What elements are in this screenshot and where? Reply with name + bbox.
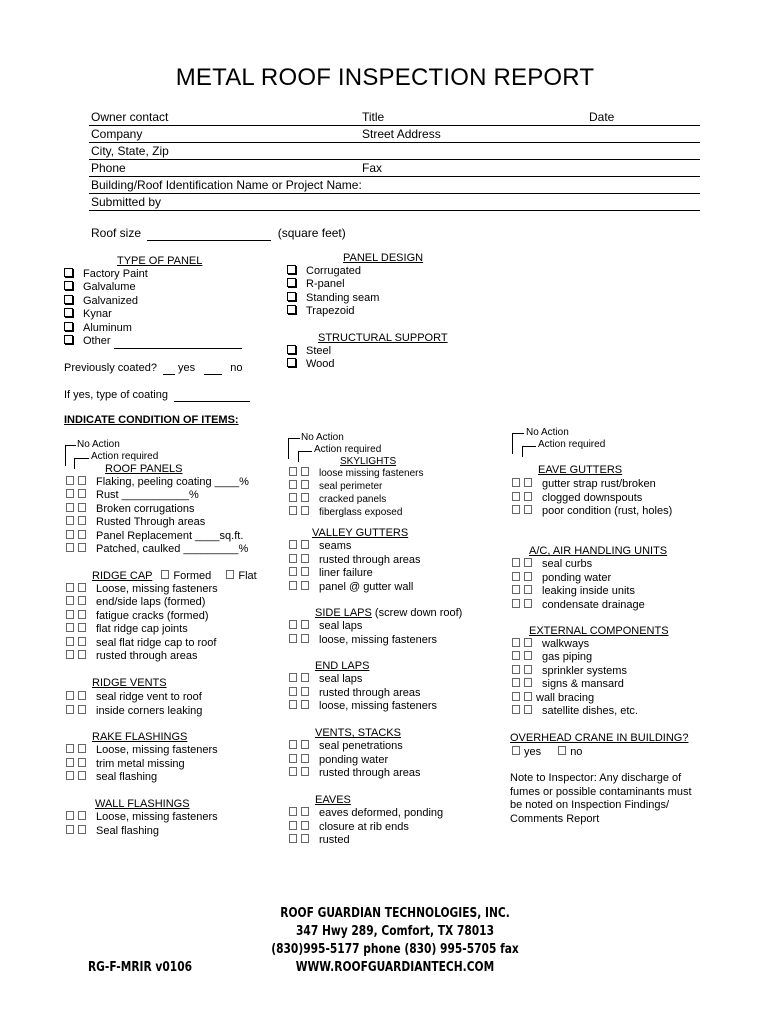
yes-blank[interactable] xyxy=(163,362,175,375)
footer-phone: (830)995-5177 phone (830) 995-5705 fax xyxy=(271,942,519,957)
roof-panels-heading: ROOF PANELS xyxy=(105,463,183,475)
list-item[interactable]: Standing seam xyxy=(287,292,379,305)
legend-no-action: No Action xyxy=(526,427,569,438)
panel-design-list xyxy=(287,265,379,319)
submitted-line[interactable] xyxy=(89,210,700,211)
checkbox[interactable] xyxy=(287,292,296,301)
checkbox[interactable] xyxy=(289,581,297,590)
roof-size-label: Roof size xyxy=(91,226,142,240)
list-item[interactable]: end/side laps (formed) xyxy=(66,596,218,609)
previously-coated xyxy=(64,362,242,375)
page-title: METAL ROOF INSPECTION REPORT xyxy=(175,64,595,91)
list-item[interactable]: Galvanized xyxy=(64,295,242,308)
checkbox[interactable] xyxy=(289,620,297,629)
checkbox[interactable] xyxy=(512,558,520,567)
legend-no-action: No Action xyxy=(77,439,120,450)
checkbox[interactable] xyxy=(289,687,297,696)
checkbox[interactable] xyxy=(64,268,73,277)
indicate-condition-heading: INDICATE CONDITION OF ITEMS: xyxy=(64,414,239,426)
no-blank[interactable] xyxy=(204,362,222,375)
list-item[interactable]: Other xyxy=(64,335,242,349)
checkbox[interactable] xyxy=(558,746,566,755)
checkbox[interactable] xyxy=(289,567,297,576)
checkbox[interactable] xyxy=(78,623,86,632)
city-state-zip-label: City, State, Zip xyxy=(91,144,169,158)
checkbox[interactable] xyxy=(66,825,74,834)
checkbox[interactable] xyxy=(512,692,520,701)
list-item[interactable]: closure at rib ends xyxy=(289,821,443,835)
list-item[interactable]: inside corners leaking xyxy=(66,704,202,718)
side-laps-note: (screw down roof) xyxy=(374,607,463,619)
checkbox[interactable] xyxy=(524,705,532,714)
checkbox[interactable] xyxy=(66,476,74,485)
checkbox[interactable] xyxy=(289,821,297,830)
checkbox[interactable] xyxy=(512,665,520,674)
list-item[interactable]: loose missing fasteners xyxy=(289,467,424,480)
ridge-vents-list xyxy=(66,690,202,718)
checkbox[interactable] xyxy=(287,358,296,367)
checkbox[interactable] xyxy=(301,634,309,643)
checkbox[interactable] xyxy=(64,281,73,290)
list-item[interactable]: leaking inside units xyxy=(512,585,645,599)
checkbox[interactable] xyxy=(524,505,532,514)
list-item[interactable]: loose, missing fasteners xyxy=(289,634,437,648)
checkbox[interactable] xyxy=(66,516,74,525)
checkbox[interactable] xyxy=(512,678,520,687)
external-components-heading: EXTERNAL COMPONENTS xyxy=(529,625,669,637)
eaves-heading: EAVES xyxy=(315,794,351,806)
list-item[interactable]: R-panel xyxy=(287,278,379,291)
checkbox[interactable] xyxy=(512,746,520,755)
checkbox[interactable] xyxy=(289,506,297,515)
checkbox[interactable] xyxy=(161,570,169,579)
company-label: Company xyxy=(91,127,143,141)
checkbox[interactable] xyxy=(64,322,73,331)
skylights-list xyxy=(289,467,424,519)
roof-size-unit: (square feet) xyxy=(277,226,346,240)
checkbox[interactable] xyxy=(289,467,297,476)
checkbox[interactable] xyxy=(512,705,520,714)
checkbox[interactable] xyxy=(66,583,74,592)
checkbox[interactable] xyxy=(78,637,86,646)
other-input[interactable] xyxy=(114,335,242,349)
coating-type-input[interactable] xyxy=(174,389,250,402)
list-item[interactable]: Loose, missing fasteners xyxy=(66,811,218,825)
checkbox[interactable] xyxy=(78,691,86,700)
checkbox[interactable] xyxy=(512,638,520,647)
list-item[interactable]: Loose, missing fasteners xyxy=(66,583,218,596)
ac-units-heading: A/C, AIR HANDLING UNITS xyxy=(529,545,668,557)
phone-label: Phone xyxy=(91,161,126,175)
list-item[interactable]: Kynar xyxy=(64,308,242,321)
type-of-panel-heading: TYPE OF PANEL xyxy=(117,255,203,267)
list-item[interactable]: gutter strap rust/broken xyxy=(512,478,672,492)
checkbox[interactable] xyxy=(226,570,234,579)
ac-units-list xyxy=(512,558,645,612)
checkbox[interactable] xyxy=(64,308,73,317)
checkbox[interactable] xyxy=(301,700,309,709)
owner-line[interactable] xyxy=(89,125,700,126)
checkbox[interactable] xyxy=(512,651,520,660)
list-item[interactable]: satellite dishes, etc. xyxy=(512,705,638,718)
side-laps-header xyxy=(315,607,462,619)
checkbox[interactable] xyxy=(78,583,86,592)
checkbox[interactable] xyxy=(66,503,74,512)
footer-website[interactable]: WWW.ROOFGUARDIANTECH.COM xyxy=(295,960,495,975)
checkbox[interactable] xyxy=(524,492,532,501)
note-line: Comments Report xyxy=(510,812,600,825)
checkbox[interactable] xyxy=(301,834,309,843)
checkbox[interactable] xyxy=(289,834,297,843)
checkbox[interactable] xyxy=(289,754,297,763)
list-item[interactable]: Seal flashing xyxy=(66,825,218,839)
checkbox[interactable] xyxy=(301,480,309,489)
date-label: Date xyxy=(589,110,615,124)
list-item[interactable]: rusted through areas xyxy=(289,767,421,781)
checkbox[interactable] xyxy=(524,651,532,660)
list-item[interactable]: Rust ___________% xyxy=(66,489,249,502)
building-line[interactable] xyxy=(89,193,700,194)
footer-company: ROOF GUARDIAN TECHNOLOGIES, INC. xyxy=(280,906,510,921)
checkbox[interactable] xyxy=(301,540,309,549)
checkbox[interactable] xyxy=(78,516,86,525)
checkbox[interactable] xyxy=(64,295,73,304)
legend-bracket xyxy=(298,451,312,462)
structural-support-list xyxy=(287,345,335,372)
checkbox[interactable] xyxy=(66,744,74,753)
checkbox[interactable] xyxy=(301,754,309,763)
list-item[interactable]: Wood xyxy=(287,358,335,371)
valley-gutters-list xyxy=(289,540,421,594)
list-item[interactable]: Trapezoid xyxy=(287,305,379,318)
ridge-cap-header xyxy=(92,570,257,582)
city-line[interactable] xyxy=(89,159,700,160)
ridge-cap-list xyxy=(66,583,218,663)
checkbox[interactable] xyxy=(66,596,74,605)
previously-coated-label: Previously coated? xyxy=(64,362,157,374)
checkbox[interactable] xyxy=(301,673,309,682)
checkbox[interactable] xyxy=(524,599,532,608)
checkbox[interactable] xyxy=(78,650,86,659)
checkbox[interactable] xyxy=(289,634,297,643)
list-item[interactable]: eaves deformed, ponding xyxy=(289,807,443,821)
checkbox[interactable] xyxy=(289,480,297,489)
checkbox[interactable] xyxy=(289,700,297,709)
structural-support-heading: STRUCTURAL SUPPORT xyxy=(318,332,448,344)
checkbox[interactable] xyxy=(301,767,309,776)
eaves-list xyxy=(289,807,443,848)
list-item[interactable]: Broken corrugations xyxy=(66,503,249,516)
building-id-label: Building/Roof Identification Name or Project Name: xyxy=(91,178,362,192)
overhead-crane-options xyxy=(512,746,582,758)
list-item[interactable]: Loose, missing fasteners xyxy=(66,744,218,758)
list-item[interactable]: ponding water xyxy=(289,754,421,768)
no-label: no xyxy=(230,362,243,374)
checkbox[interactable] xyxy=(289,807,297,816)
vents-stacks-list xyxy=(289,740,421,781)
eave-gutters-heading: EAVE GUTTERS xyxy=(538,464,623,476)
list-item[interactable]: seal curbs xyxy=(512,558,645,572)
list-item[interactable]: liner failure xyxy=(289,567,421,581)
checkbox[interactable] xyxy=(301,821,309,830)
list-item[interactable]: loose, missing fasteners xyxy=(289,700,437,714)
list-item[interactable]: Patched, caulked _________% xyxy=(66,543,249,556)
ridge-cap-heading: RIDGE CAP xyxy=(92,570,153,582)
checkbox[interactable] xyxy=(78,705,86,714)
checkbox[interactable] xyxy=(66,771,74,780)
wall-flashings-heading: WALL FLASHINGS xyxy=(95,798,190,810)
crane-yes-label: yes xyxy=(524,746,542,758)
checkbox[interactable] xyxy=(512,599,520,608)
checkbox[interactable] xyxy=(512,492,520,501)
checkbox[interactable] xyxy=(287,305,296,314)
checkbox[interactable] xyxy=(78,543,86,552)
checkbox[interactable] xyxy=(78,811,86,820)
checkbox[interactable] xyxy=(512,572,520,581)
checkbox[interactable] xyxy=(512,505,520,514)
checkbox[interactable] xyxy=(66,610,74,619)
list-item[interactable]: panel @ gutter wall xyxy=(289,581,421,595)
checkbox[interactable] xyxy=(301,506,309,515)
legend-no-action: No Action xyxy=(301,432,344,443)
valley-gutters-heading: VALLEY GUTTERS xyxy=(312,527,409,539)
checkbox[interactable] xyxy=(287,345,296,354)
ridge-vents-heading: RIDGE VENTS xyxy=(92,677,167,689)
side-laps-heading: SIDE LAPS xyxy=(315,607,372,619)
checkbox[interactable] xyxy=(289,673,297,682)
checkbox[interactable] xyxy=(66,691,74,700)
checkbox[interactable] xyxy=(66,705,74,714)
list-item[interactable]: flat ridge cap joints xyxy=(66,623,218,636)
company-line[interactable] xyxy=(89,142,700,143)
list-item[interactable]: seal ridge vent to roof xyxy=(66,690,202,704)
checkbox[interactable] xyxy=(289,767,297,776)
title-label: Title xyxy=(362,110,385,124)
note-line: be noted on Inspection Findings/ xyxy=(510,799,670,812)
checkbox[interactable] xyxy=(78,596,86,605)
checkbox[interactable] xyxy=(524,665,532,674)
list-item[interactable]: wall bracing xyxy=(512,692,638,705)
list-item[interactable]: rusted xyxy=(289,834,443,848)
list-item[interactable]: clogged downspouts xyxy=(512,492,672,506)
list-item[interactable]: rusted through areas xyxy=(66,650,218,663)
footer-address: 347 Hwy 289, Comfort, TX 78013 xyxy=(295,924,495,939)
checkbox[interactable] xyxy=(66,811,74,820)
list-item[interactable]: Rusted Through areas xyxy=(66,516,249,529)
checkbox[interactable] xyxy=(287,265,296,274)
panel-design-heading: PANEL DESIGN xyxy=(343,252,424,264)
checkbox[interactable] xyxy=(78,825,86,834)
list-item[interactable]: seal laps xyxy=(289,673,437,687)
legend-bracket xyxy=(74,458,89,469)
list-item[interactable]: ponding water xyxy=(512,572,645,586)
list-item[interactable]: seal laps xyxy=(289,620,437,634)
list-item[interactable]: Corrugated xyxy=(287,265,379,278)
list-item[interactable]: rusted through areas xyxy=(289,687,437,701)
checkbox[interactable] xyxy=(524,678,532,687)
checkbox[interactable] xyxy=(64,335,73,344)
legend-action-required: Action required xyxy=(91,451,159,462)
checkbox[interactable] xyxy=(78,489,86,498)
list-item[interactable]: seal penetrations xyxy=(289,740,421,754)
checkbox[interactable] xyxy=(66,637,74,646)
list-item[interactable]: condensate drainage xyxy=(512,599,645,613)
list-item[interactable]: Galvalume xyxy=(64,281,242,294)
list-item[interactable]: trim metal missing xyxy=(66,758,218,772)
list-item[interactable]: cracked panels xyxy=(289,493,424,506)
formed-label: Formed xyxy=(173,570,212,582)
checkbox[interactable] xyxy=(524,572,532,581)
checkbox[interactable] xyxy=(301,740,309,749)
checkbox[interactable] xyxy=(66,758,74,767)
checkbox[interactable] xyxy=(301,554,309,563)
checkbox[interactable] xyxy=(78,771,86,780)
checkbox[interactable] xyxy=(524,638,532,647)
checkbox[interactable] xyxy=(289,493,297,502)
list-item[interactable]: sprinkler systems xyxy=(512,665,638,678)
checkbox[interactable] xyxy=(301,807,309,816)
rake-flashings-list xyxy=(66,744,218,785)
coating-type-label: If yes, type of coating xyxy=(64,389,168,401)
checkbox[interactable] xyxy=(289,554,297,563)
list-item[interactable]: fiberglass exposed xyxy=(289,506,424,519)
list-item[interactable]: seal flashing xyxy=(66,771,218,785)
list-item[interactable]: fatigue cracks (formed) xyxy=(66,610,218,623)
list-item[interactable]: seams xyxy=(289,540,421,554)
owner-contact-label: Owner contact xyxy=(91,110,169,124)
checkbox[interactable] xyxy=(301,687,309,696)
roof-size-input[interactable] xyxy=(147,226,271,241)
skylights-heading: SKYLIGHTS xyxy=(340,456,397,467)
form-code: RG-F-MRIR v0106 xyxy=(87,960,193,975)
checkbox[interactable] xyxy=(301,567,309,576)
phone-line[interactable] xyxy=(89,176,700,177)
roof-size xyxy=(91,226,346,241)
checkbox[interactable] xyxy=(301,581,309,590)
crane-no-label: no xyxy=(570,746,583,758)
legend-action-required: Action required xyxy=(538,439,606,450)
overhead-crane-heading: OVERHEAD CRANE IN BUILDING? xyxy=(510,732,689,744)
checkbox[interactable] xyxy=(66,489,74,498)
coating-type xyxy=(64,389,250,402)
list-item[interactable]: Aluminum xyxy=(64,322,242,335)
list-item[interactable]: seal flat ridge cap to roof xyxy=(66,637,218,650)
checkbox[interactable] xyxy=(289,540,297,549)
street-address-label: Street Address xyxy=(362,127,441,141)
submitted-by-label: Submitted by xyxy=(91,195,162,209)
list-item[interactable]: Flaking, peeling coating ____% xyxy=(66,476,249,489)
type-of-panel-list xyxy=(64,268,242,349)
wall-flashings-list xyxy=(66,811,218,838)
list-item[interactable]: rusted through areas xyxy=(289,554,421,568)
list-item[interactable]: signs & mansard xyxy=(512,678,638,691)
checkbox[interactable] xyxy=(512,585,520,594)
checkbox[interactable] xyxy=(524,478,532,487)
checkbox[interactable] xyxy=(78,758,86,767)
legend-bracket xyxy=(522,446,536,457)
checkbox[interactable] xyxy=(512,478,520,487)
inspector-note xyxy=(510,772,692,826)
fax-label: Fax xyxy=(362,161,383,175)
legend-action-required: Action required xyxy=(314,444,382,455)
list-item[interactable]: walkways xyxy=(512,638,638,651)
list-item[interactable]: gas piping xyxy=(512,651,638,664)
end-laps-list xyxy=(289,673,437,714)
flat-label: Flat xyxy=(238,570,257,582)
checkbox[interactable] xyxy=(301,620,309,629)
checkbox[interactable] xyxy=(78,503,86,512)
note-line: fumes or possible contaminants must xyxy=(510,785,692,798)
checkbox[interactable] xyxy=(78,476,86,485)
checkbox[interactable] xyxy=(287,278,296,287)
list-item[interactable]: Factory Paint xyxy=(64,268,242,281)
end-laps-heading: END LAPS xyxy=(315,660,370,672)
list-item[interactable]: poor condition (rust, holes) xyxy=(512,505,672,519)
checkbox[interactable] xyxy=(301,467,309,476)
rake-flashings-heading: RAKE FLASHINGS xyxy=(92,731,188,743)
roof-panels-list xyxy=(66,476,249,556)
checkbox[interactable] xyxy=(524,558,532,567)
checkbox[interactable] xyxy=(66,650,74,659)
checkbox[interactable] xyxy=(289,740,297,749)
external-components-list xyxy=(512,638,638,718)
list-item[interactable]: seal perimeter xyxy=(289,480,424,493)
list-item[interactable]: Panel Replacement ____sq.ft. xyxy=(66,530,249,543)
checkbox[interactable] xyxy=(66,530,74,539)
vents-stacks-heading: VENTS, STACKS xyxy=(315,727,401,739)
checkbox[interactable] xyxy=(66,543,74,552)
checkbox[interactable] xyxy=(524,692,532,701)
checkbox[interactable] xyxy=(78,530,86,539)
checkbox[interactable] xyxy=(524,585,532,594)
checkbox[interactable] xyxy=(78,610,86,619)
checkbox[interactable] xyxy=(66,623,74,632)
note-line: Note to Inspector: Any discharge of xyxy=(510,772,682,784)
checkbox[interactable] xyxy=(78,744,86,753)
yes-label: yes xyxy=(178,362,196,374)
eave-gutters-list xyxy=(512,478,672,519)
list-item[interactable]: Steel xyxy=(287,345,335,358)
side-laps-list xyxy=(289,620,437,647)
checkbox[interactable] xyxy=(301,493,309,502)
